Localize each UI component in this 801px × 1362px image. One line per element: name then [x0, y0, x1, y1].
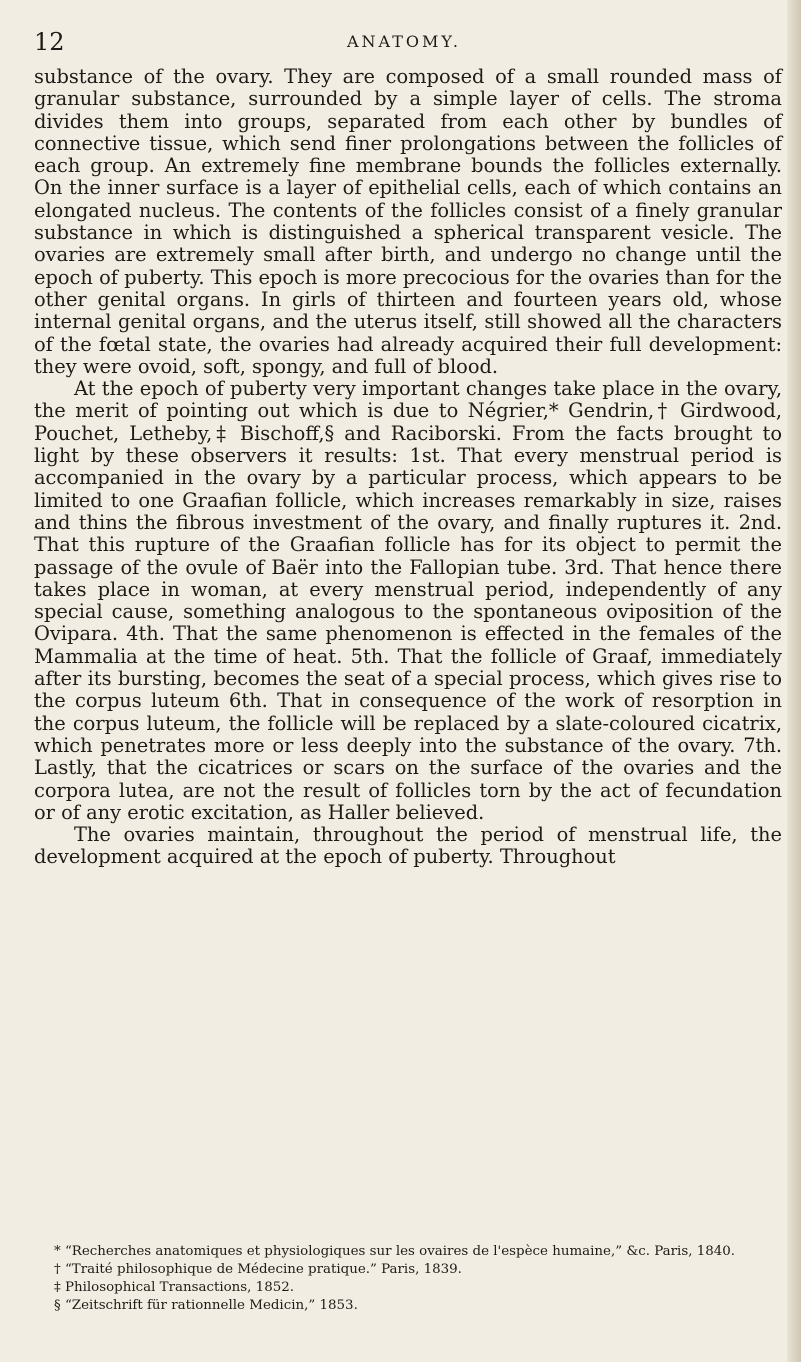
running-title: ANATOMY.	[347, 32, 461, 51]
paragraph-menstrual-life: The ovaries maintain, throughout the period of menstrual life, the development acquired at the epoch of puberty. Throughout	[34, 823, 782, 869]
page-edge-shadow	[787, 0, 801, 1362]
footnote-3: ‡ Philosophical Transactions, 1852.	[54, 1280, 295, 1295]
footnotes	[34, 1243, 782, 1315]
footnote-2: † “Traité philosophique de Médecine pratique.” Paris, 1839.	[54, 1262, 462, 1277]
paragraph-puberty-changes: At the epoch of puberty very important changes take place in the ovary, the merit of pointing out which is due to Négrier,* Gendrin,† Girdwood, Pouchet, Letheby,‡ Bischoff,§ and Raciborski. From the facts brought to light by these observers it results: 1st. That every menstrual period is accompanied in the ovary by a particular process, which appears to be limited to one Graafian follicle, which increases remarkably in size, raises and thins the fibrous investment of the ovary, and finally ruptures it. 2nd. That this rupture of the Graafian follicle has for its object to permit the passage of the ovule of Baër into the Fallopian tube. 3rd. That hence there takes place in woman, at every menstrual period, independently of any special cause, something analogous to the spontaneous oviposition of the Ovipara. 4th. That the same phenomenon is effected in the females of the Mammalia at the time of heat. 5th. That the follicle of Graaf, immediately after its bursting, becomes the seat of a special process, which gives rise to the corpus luteum 6th. That in consequence of the work of resorption in the corpus luteum, the follicle will be replaced by a slate-coloured cicatrix, which penetrates more or less deeply into the substance of the ovary. 7th. Lastly, that the cicatrices or scars on the surface of the ovaries and the corpora lutea, are not the result of follicles torn by the act of fecundation or of any erotic excitation, as Haller believed.	[34, 377, 782, 824]
running-head	[34, 28, 774, 58]
body-text	[34, 66, 782, 869]
footnote-1: * “Recherches anatomiques et physiologiques sur les ovaires de l'espèce humaine,” &c. Paris, 1840.	[54, 1244, 736, 1259]
footnote-4: § “Zeitschrift für rationnelle Medicin,” 1853.	[54, 1298, 358, 1313]
paragraph-continued: substance of the ovary. They are composed of a small rounded mass of granular substance, surrounded by a simple layer of cells. The stroma divides them into groups, separated from each other by bundles of connective tissue, which send finer prolongations between the follicles of each group. An extremely fine membrane bounds the follicles externally. On the inner surface is a layer of epithelial cells, each of which contains an elongated nucleus. The contents of the follicles consist of a finely granular substance in which is distinguished a spherical transparent vesicle. The ovaries are extremely small after birth, and undergo no change until the epoch of puberty. This epoch is more precocious for the ovaries than for the other genital organs. In girls of thirteen and fourteen years old, whose internal genital organs, and the uterus itself, still showed all the characters of the fœtal state, the ovaries had already acquired their full development: they were ovoid, soft, spongy, and full of blood.	[34, 65, 782, 378]
page-number: 12	[34, 28, 65, 56]
